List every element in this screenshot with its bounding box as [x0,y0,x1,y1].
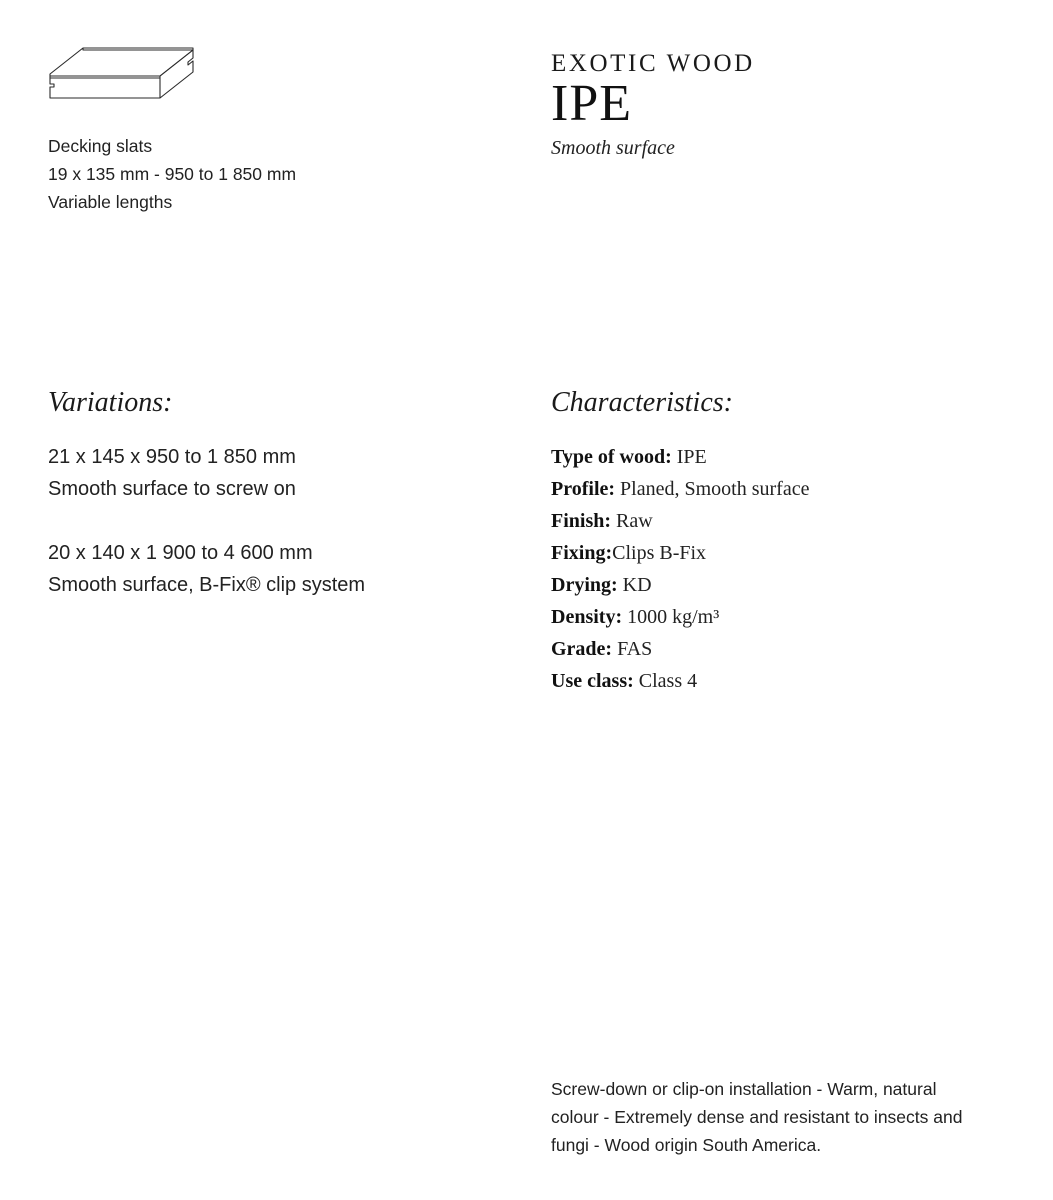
characteristic-value: Class 4 [633,670,698,692]
characteristic-label: Grade: [551,638,613,660]
characteristic-label: Fixing: [551,542,613,564]
characteristic-label: Profile: [551,478,616,500]
characteristic-label: Use class: [551,670,634,692]
characteristic-use-class [551,665,809,697]
characteristic-type-of-wood [551,441,809,473]
variation-description: Smooth surface, B-Fix® clip system [48,574,366,596]
variation-description: Smooth surface to screw on [48,478,296,500]
variation-item [48,537,365,601]
variations-heading: Variations: [48,387,173,418]
surface-subtitle: Smooth surface [551,137,675,159]
characteristic-label: Finish: [551,510,612,532]
characteristic-label: Drying: [551,574,618,596]
title-block [551,50,755,161]
characteristic-value: Raw [611,510,653,532]
wood-name-title: IPE [551,75,632,132]
characteristic-value: Clips B-Fix [612,542,707,564]
characteristic-value: IPE [671,446,707,468]
characteristics-heading: Characteristics: [551,387,733,418]
product-spec [48,132,296,216]
characteristic-fixing [551,537,809,569]
variations-list [48,441,365,633]
variation-size: 21 x 145 x 950 to 1 850 mm [48,446,296,468]
product-description: Screw-down or clip-on installation - Warm, natural colour - Extremely dense and resistant to insects and fungi - Wood origin South America. [551,1079,963,1155]
characteristic-label: Density: [551,606,623,628]
characteristic-density [551,601,809,633]
product-lengths-note: Variable lengths [48,192,173,212]
characteristic-value: FAS [612,638,653,660]
characteristic-drying [551,569,809,601]
characteristic-label: Type of wood: [551,446,672,468]
variation-item [48,441,365,505]
product-dimensions: 19 x 135 mm - 950 to 1 850 mm [48,164,297,184]
characteristic-value: Planed, Smooth surface [615,478,810,500]
product-type: Decking slats [48,136,153,156]
decking-slat-icon [47,46,195,100]
characteristic-grade [551,633,809,665]
characteristic-value: 1000 kg/m³ [622,606,720,628]
characteristics-list [551,441,809,697]
characteristic-profile [551,473,809,505]
characteristic-finish [551,505,809,537]
category-label: EXOTIC WOOD [551,50,755,77]
variation-size: 20 x 140 x 1 900 to 4 600 mm [48,542,313,564]
characteristic-value: KD [617,574,652,596]
